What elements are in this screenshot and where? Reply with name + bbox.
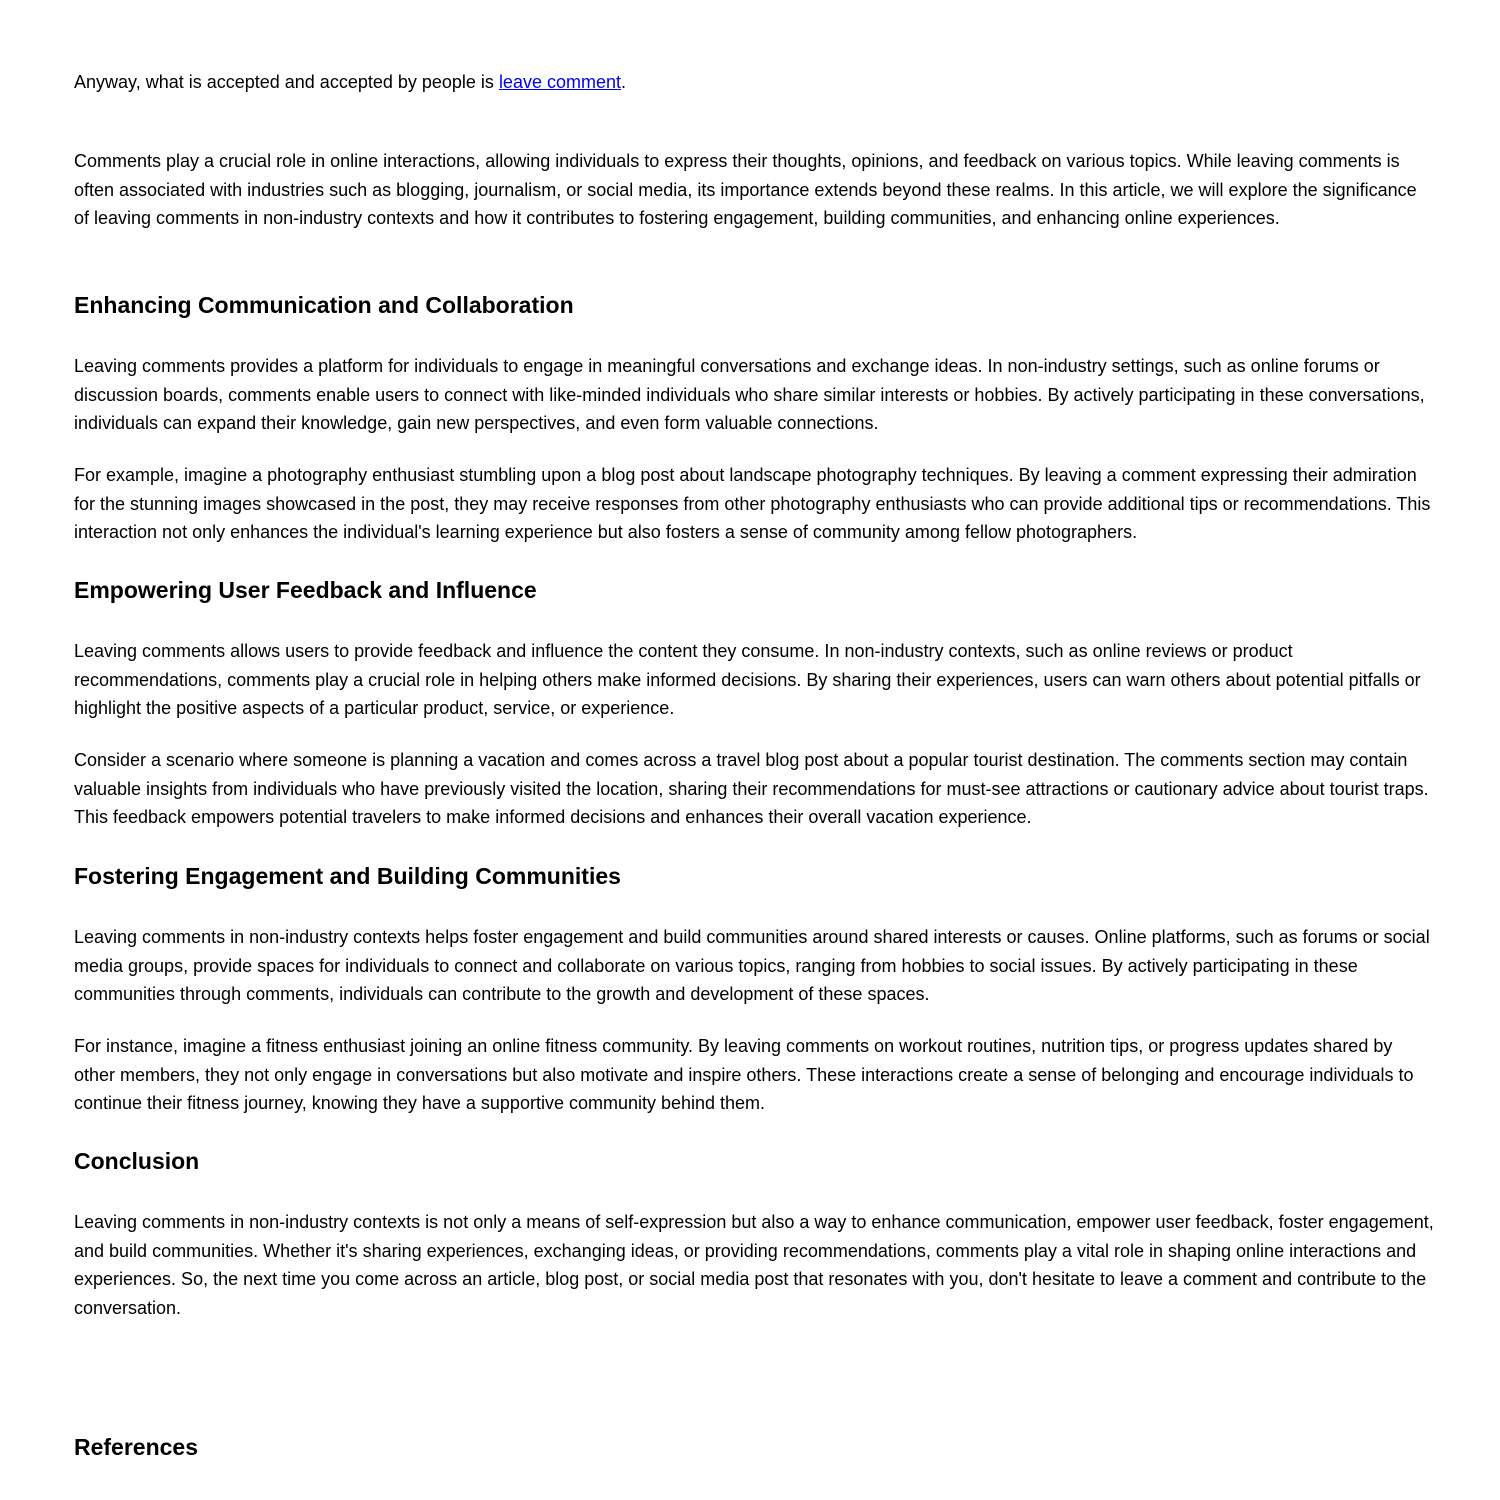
section-heading: Empowering User Feedback and Influence bbox=[74, 577, 537, 603]
section-paragraph: Leaving comments in non-industry contexts helps foster engagement and build communities around shared interests or causes. Online platforms, such as forums or social media groups, provide spaces for individuals to connect and collaborate on various topics, ranging from hobbies to social issues. By actively participating in these communities through comments, individuals can contribute to the growth and development of these spaces. bbox=[74, 927, 1430, 1004]
intro-line bbox=[74, 68, 626, 97]
section-paragraph: For example, imagine a photography enthusiast stumbling upon a blog post about landscape photography techniques. By leaving a comment expressing their admiration for the stunning images showcased in the post, they may receive responses from other photography enthusiasts who can provide additional tips or recommendations. This interaction not only enhances the individual's learning experience but also fosters a sense of community among fellow photographers. bbox=[74, 465, 1431, 542]
intro-text: Anyway, what is accepted and accepted by people is bbox=[74, 72, 499, 92]
section-heading: Fostering Engagement and Building Communities bbox=[74, 863, 621, 889]
section-heading: Conclusion bbox=[74, 1148, 200, 1174]
section-paragraph: For instance, imagine a fitness enthusiast joining an online fitness community. By leaving comments on workout routines, nutrition tips, or progress updates shared by other members, they not only engage in conversations but also motivate and inspire others. These interactions create a sense of belonging and encourage individuals to continue their fitness journey, knowing they have a supportive community behind them. bbox=[74, 1036, 1414, 1113]
leave-comment-link[interactable]: leave comment bbox=[498, 72, 621, 92]
references-heading: References bbox=[74, 1434, 199, 1460]
opening-paragraph: Comments play a crucial role in online interactions, allowing individuals to express their thoughts, opinions, and feedback on various topics. While leaving comments is often associated with industries such as blogging, journalism, or social media, its importance extends beyond these realms. In this article, we will explore the significance of leaving comments in non-industry contexts and how it contributes to fostering engagement, building communities, and enhancing online experiences. bbox=[74, 151, 1417, 228]
section-paragraph: Consider a scenario where someone is planning a vacation and comes across a travel blog post about a popular tourist destination. The comments section may contain valuable insights from individuals who have previously visited the location, sharing their recommendations for must-see attractions or cautionary advice about tourist traps. This feedback empowers potential travelers to make informed decisions and enhances their overall vacation experience. bbox=[74, 750, 1429, 827]
section-paragraph: Leaving comments in non-industry contexts is not only a means of self-expression but also a way to enhance communication, empower user feedback, foster engagement, and build communities. Whether it's sharing experiences, exchanging ideas, or providing recommendations, comments play a vital role in shaping online interactions and experiences. So, the next time you come across an article, blog post, or social media post that resonates with you, don't hesitate to leave a comment and contribute to the conversation. bbox=[74, 1212, 1434, 1318]
section-paragraph: Leaving comments provides a platform for individuals to engage in meaningful conversations and exchange ideas. In non-industry settings, such as online forums or discussion boards, comments enable users to connect with like-minded individuals who share similar interests or hobbies. By actively participating in these conversations, individuals can expand their knowledge, gain new perspectives, and even form valuable connections. bbox=[74, 356, 1425, 433]
section-heading: Enhancing Communication and Collaboration bbox=[74, 292, 574, 318]
intro-period: . bbox=[621, 72, 627, 92]
section-paragraph: Leaving comments allows users to provide feedback and influence the content they consume. In non-industry contexts, such as online reviews or product recommendations, comments play a crucial role in helping others make informed decisions. By sharing their experiences, users can warn others about potential pitfalls or highlight the positive aspects of a particular product, service, or experience. bbox=[74, 641, 1421, 718]
